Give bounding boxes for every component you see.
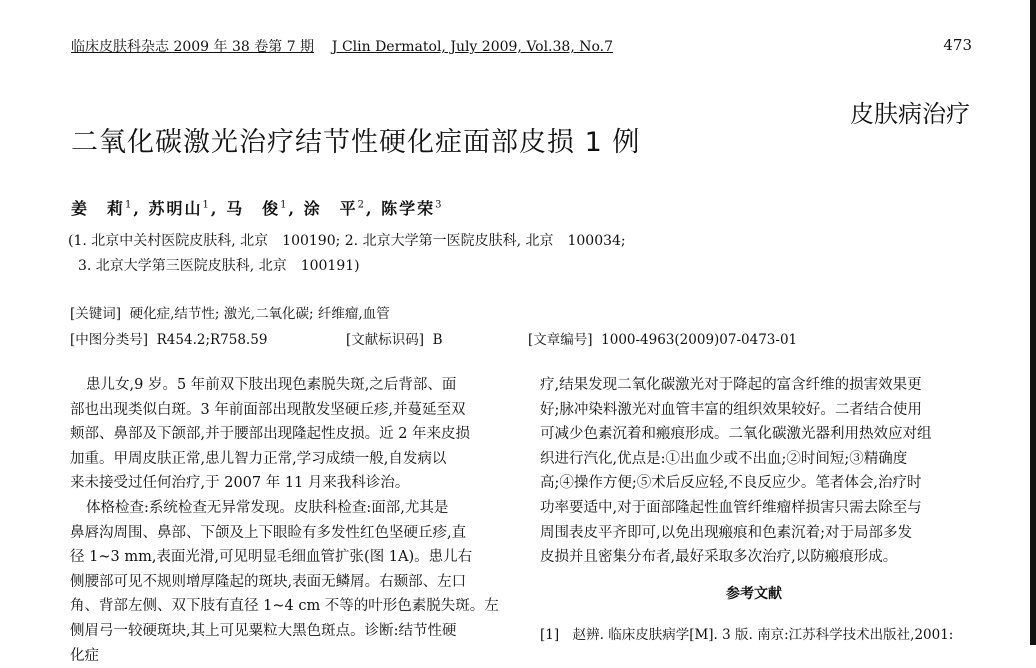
author-name: 陈学荣 [381, 199, 436, 218]
body-line: 织进行汽化,优点是:①出血少或不出血;②时间短;③精确度 [540, 450, 908, 467]
page-number: 473 [943, 36, 972, 54]
author-name: 姜 莉 [71, 199, 126, 218]
author-name: 苏明山 [148, 199, 203, 218]
author-affil-mark: 2 [357, 199, 366, 211]
doc-code-value: B [432, 332, 443, 348]
body-line: 加重。甲周皮肤正常,患儿智力正常,学习成绩一般,自发病以 [70, 450, 447, 467]
body-line: 可减少色素沉着和瘢痕形成。二氧化碳激光器利用热效应对组 [540, 426, 932, 443]
reference-item: [1] 赵辨. 临床皮肤病学[M]. 3 版. 南京:江苏科学技术出版社,2001: [540, 627, 954, 643]
body-line: 皮损并且密集分布者,最好采取多次治疗,以防瘢痕形成。 [540, 549, 898, 566]
author-name: 涂 平 [303, 199, 358, 218]
column-tag: 皮肤病治疗 [850, 100, 970, 128]
body-line: 功率要适中,对于面部隆起性血管纤维瘤样损害只需去除至与 [540, 499, 922, 516]
body-line: 周围表皮平齐即可,以免出现瘢痕和色素沉着;对于局部多发 [540, 524, 912, 541]
article-id [528, 328, 797, 348]
body-column-right [540, 373, 932, 570]
body-line: 鼻唇沟周围、鼻部、下颌及上下眼睑有多发性红色坚硬丘疹,直 [70, 524, 467, 541]
journal-en: J Clin Dermatol, July 2009, Vol.38, No.7 [331, 39, 614, 55]
keywords [70, 302, 390, 322]
body-line: 患儿女,9 岁。5 年前双下肢出现色素脱失斑,之后背部、面 [86, 377, 457, 393]
body-line: 来未接受过任何治疗,于 2007 年 11 月来我科诊治。 [70, 475, 410, 492]
author-affil-mark: 3 [435, 199, 444, 211]
running-header [71, 36, 613, 56]
page-edge [1030, 0, 1036, 645]
body-line: 颊部、鼻部及下颌部,并于腰部出现隆起性皮损。近 2 年来皮损 [70, 426, 471, 443]
body-line: 径 1~3 mm,表面光滑,可见明显毛细血管扩张(图 1A)。患儿右 [70, 549, 473, 566]
author-affil-mark: 1 [125, 199, 134, 211]
classification-value: R454.2;R758.59 [156, 332, 268, 348]
journal-cn: 临床皮肤科杂志 2009 年 38 卷第 7 期 [71, 39, 315, 55]
body-line: 角、背部左侧、双下肢有直径 1~4 cm 不等的叶形色素脱失斑。左 [70, 598, 499, 615]
body-line: 化症 [70, 647, 99, 664]
document-code [346, 328, 443, 348]
body-line: 疗,结果发现二氧化碳激光对于降起的富含纤维的损害效果更 [540, 377, 922, 393]
doc-code-label: [文献标识码] [346, 332, 425, 348]
affiliation-line-1: (1. 北京中关村医院皮肤科, 北京 100190; 2. 北京大学第一医院皮肤科, 北京 100034; [68, 233, 626, 249]
author-name: 马 俊 [226, 199, 281, 218]
classification-label: [中图分类号] [70, 332, 149, 348]
body-line: 体格检查:系统检查无异常发现。皮肤科检查:面部,尤其是 [86, 499, 449, 516]
body-line: 好;脉冲染料激光对血管丰富的组织效果较好。二者结合使用 [540, 401, 922, 418]
body-column-left [70, 373, 499, 668]
affiliation-line-2: 3. 北京大学第三医院皮肤科, 北京 100191) [78, 258, 360, 274]
author-list: 姜 莉$^1$, 苏明山$^1$, 马 俊$^1$, 涂 平$^2$, 陈学荣$^3$ [71, 199, 444, 218]
author-affil-mark: 1 [280, 199, 289, 211]
keywords-label: [关键词] [70, 306, 122, 322]
body-line: 高;④操作方便;⑤术后反应轻,不良反应少。笔者体会,治疗时 [540, 475, 922, 492]
article-id-label: [文章编号] [528, 332, 593, 348]
article-id-value: 1000-4963(2009)07-0473-01 [601, 332, 798, 348]
keywords-text: 硬化症,结节性; 激光,二氧化碳; 纤维瘤,血管 [129, 306, 390, 322]
classification-number [70, 328, 267, 348]
references-heading: 参考文献 [726, 586, 782, 602]
article-title: 二氧化碳激光治疗结节性硬化症面部皮损 1 例 [71, 127, 641, 158]
body-line: 部也出现类似白斑。3 年前面部出现散发坚硬丘疹,并蔓延至双 [70, 401, 466, 418]
author-affil-mark: 1 [202, 199, 211, 211]
body-line: 侧眉弓一较硬斑块,其上可见粟粒大黑色斑点。诊断:结节性硬 [70, 622, 457, 639]
body-line: 侧腰部可见不规则增厚隆起的斑块,表面无鳞屑。右颞部、左口 [70, 573, 467, 590]
